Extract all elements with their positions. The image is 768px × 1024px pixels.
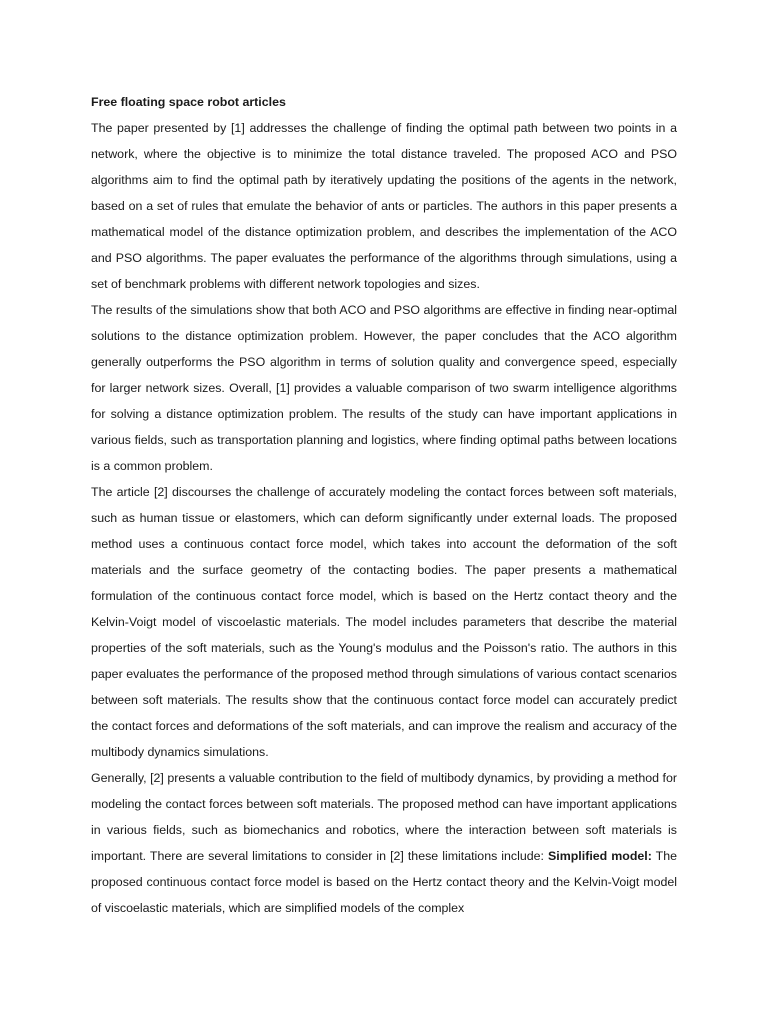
paragraph-4 — [91, 765, 677, 921]
paragraph-3: The article [2] discourses the challenge of accurately modeling the contact forces between soft materials, such as human tissue or elastomers, which can deform significantly under external loads. The proposed method uses a continuous contact force model, which takes into account the deformation of the soft materials and the surface geometry of the contacting bodies. The paper presents a mathematical formulation of the continuous contact force model, which is based on the Hertz contact theory and the Kelvin-Voigt model of viscoelastic materials. The model includes parameters that describe the material properties of the soft materials, such as the Young's modulus and the Poisson's ratio. The authors in this paper evaluates the performance of the proposed method through simulations of various contact scenarios between soft materials. The results show that the continuous contact force model can accurately predict the contact forces and deformations of the soft materials, and can improve the realism and accuracy of the multibody dynamics simulations. — [91, 485, 677, 759]
section-heading: Free floating space robot articles — [91, 95, 286, 109]
paragraph-2: The results of the simulations show that both ACO and PSO algorithms are effective in finding near-optimal solutions to the distance optimization problem. However, the paper concludes that the ACO algorithm generally outperforms the PSO algorithm in terms of solution quality and convergence speed, especially for larger network sizes. Overall, [1] provides a valuable comparison of two swarm intelligence algorithms for solving a distance optimization problem. The results of the study can have important applications in various fields, such as transportation planning and logistics, where finding optimal paths between locations is a common problem. — [91, 303, 677, 473]
paragraph-4-continuation: The proposed continuous contact force model is based on the Hertz contact theory and the Kelvin-Voigt model of viscoelastic materials, which are simplified models of the complex — [91, 849, 677, 915]
paragraph-4-bold-term: Simplified model: — [548, 849, 652, 863]
paragraph-1: The paper presented by [1] addresses the challenge of finding the optimal path between two points in a network, where the objective is to minimize the total distance traveled. The proposed ACO and PSO algorithms aim to find the optimal path by iteratively updating the positions of the agents in the network, based on a set of rules that emulate the behavior of ants or particles. The authors in this paper presents a mathematical model of the distance optimization problem, and describes the implementation of the ACO and PSO algorithms. The paper evaluates the performance of the algorithms through simulations, using a set of benchmark problems with different network topologies and sizes. — [91, 121, 677, 291]
paragraph-4-intro: Generally, [2] presents a valuable contribution to the field of multibody dynamics, by providing a method for modeling the contact forces between soft materials. The proposed method can have important applications in various fields, such as biomechanics and robotics, where the interaction between soft materials is important. There are several limitations to consider in [2] these limitations include: — [91, 771, 677, 863]
document-body — [91, 89, 677, 921]
